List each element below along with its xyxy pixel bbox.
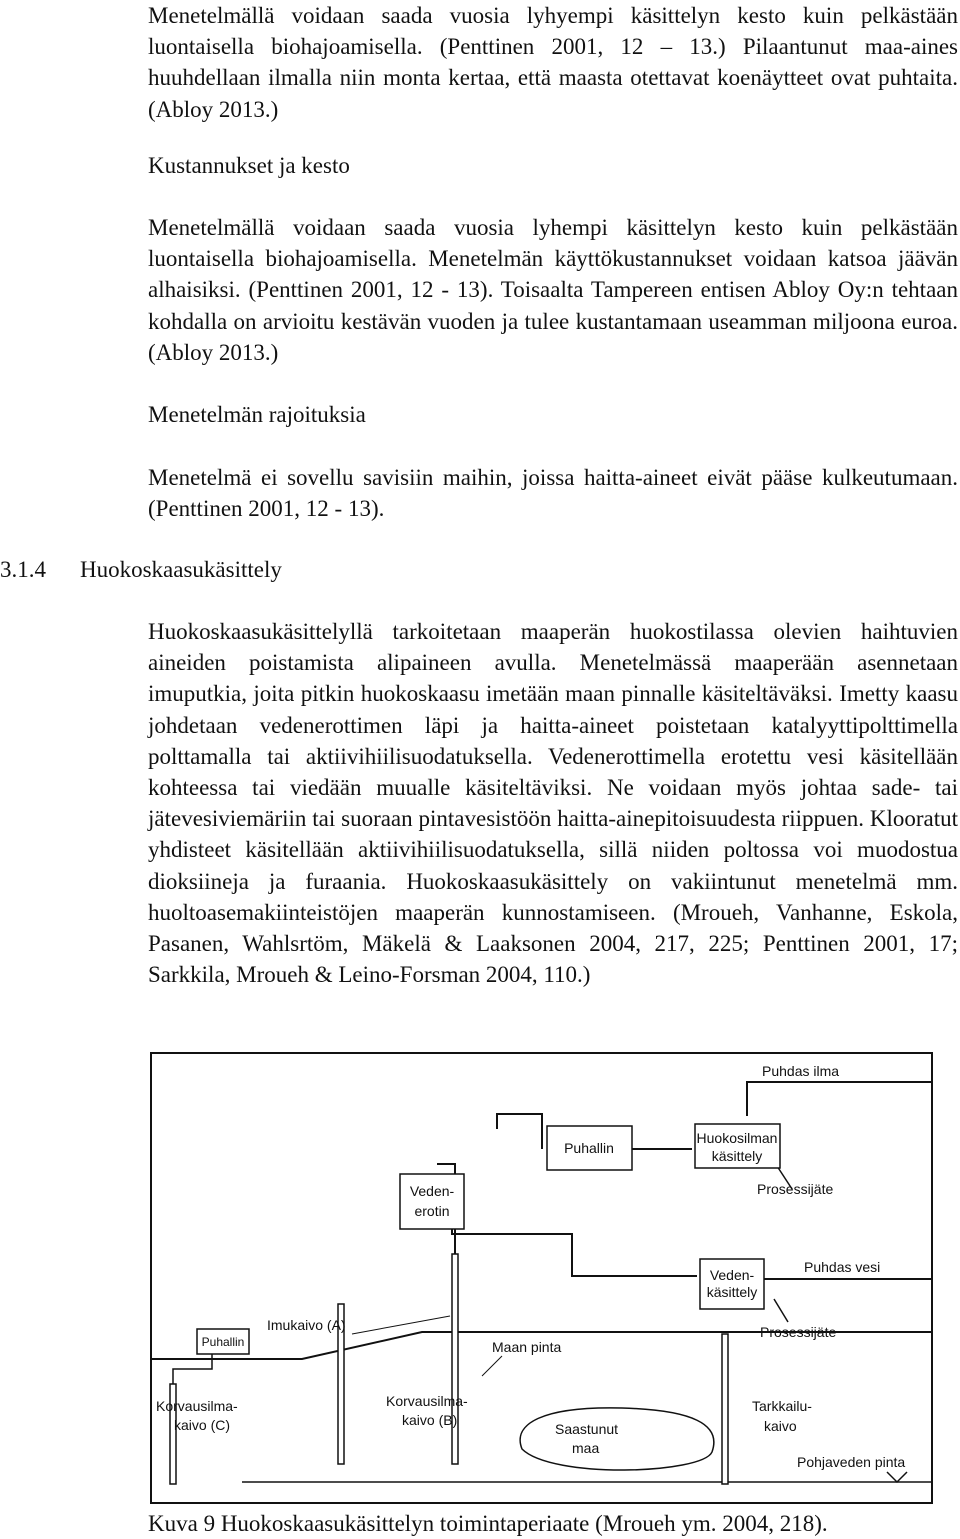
label-monitoring-2: kaivo bbox=[764, 1418, 797, 1434]
section-title: Huokoskaasukäsittely bbox=[80, 557, 282, 582]
section-number: 3.1.4 bbox=[0, 557, 46, 582]
label-process-waste-1: Prosessijäte bbox=[757, 1181, 834, 1197]
paragraph-intro: Menetelmällä voidaan saada vuosia lyhyempi käsittelyn kesto kuin pelkästään luontaisella biohajoamisella. (Penttinen 2001, 12 – 13.) Pilaantunut maa-aines huuhdellaan ilmalla niin monta kertaa, että maasta otettavat koenäytteet ovat puhtaita. (Abloy 2013.) bbox=[148, 3, 958, 122]
pipe-separator-to-blower bbox=[497, 1114, 542, 1149]
label-contaminated-1: Saastunut bbox=[555, 1421, 619, 1437]
pipe-process-waste-2 bbox=[774, 1299, 788, 1322]
label-process-waste-2: Prosessijäte bbox=[760, 1324, 837, 1340]
groundwater-marker bbox=[887, 1472, 907, 1482]
figure-caption: Kuva 9 Huokoskaasukäsittelyn toimintaperiaate (Mroueh ym. 2004, 218). bbox=[148, 1511, 828, 1536]
label-monitoring-1: Tarkkailu- bbox=[752, 1398, 812, 1414]
label-small-blower: Puhallin bbox=[201, 1335, 245, 1349]
label-separator-1: Veden- bbox=[409, 1183, 455, 1199]
label-air-treatment-1: Huokosilman bbox=[696, 1130, 778, 1146]
leader-ground-surface bbox=[482, 1356, 502, 1376]
label-suction-well: Imukaivo (A) bbox=[267, 1317, 346, 1333]
label-blower: Puhallin bbox=[564, 1140, 614, 1156]
label-ground-surface: Maan pinta bbox=[492, 1339, 562, 1355]
section-heading bbox=[0, 554, 282, 585]
well-a bbox=[452, 1254, 458, 1464]
label-well-b-2: kaivo (B) bbox=[402, 1412, 458, 1428]
label-groundwater: Pohjaveden pinta bbox=[797, 1454, 906, 1470]
label-well-b-1: Korvausilma- bbox=[386, 1393, 468, 1409]
label-contaminated-2: maa bbox=[572, 1440, 600, 1456]
paragraph-costs: Menetelmällä voidaan saada vuosia lyhempi käsittelyn kesto kuin pelkästään luontaisella biohajoamisella. Menetelmän käyttökustannukset voidaan katsoa jäävän alhaisiksi. (Penttinen 2001, 12 - 13). Toisaalta Tampereen entisen Abloy Oy:n tehtaan kohdalla on arvioitu kestävän vuoden ja tulee kustantamaan useamman miljoona euroa. (Abloy 2013.) bbox=[148, 215, 958, 365]
label-well-c-2: kaivo (C) bbox=[174, 1417, 231, 1433]
paragraph-limitations: Menetelmä ei sovellu savisiin maihin, joissa haitta-aineet eivät pääse kulkeutumaan. (Penttinen 2001, 12 - 13). bbox=[148, 465, 958, 522]
vapour-extraction-diagram bbox=[150, 1052, 933, 1504]
label-well-c-1: Korvausilma- bbox=[156, 1398, 238, 1414]
label-clean-air: Puhdas ilma bbox=[762, 1063, 840, 1079]
label-water-treatment-2: käsittely bbox=[706, 1284, 758, 1300]
pipe-clean-air bbox=[747, 1082, 931, 1116]
label-water-treatment-1: Veden- bbox=[709, 1267, 755, 1283]
heading-costs: Kustannukset ja kesto bbox=[148, 153, 350, 178]
paragraph-vapour-extraction: Huokoskaasukäsittelyllä tarkoitetaan maaperän huokostilassa olevien haihtuvien aineiden poistamista alipaineen avulla. Menetelmässä maaperään asennetaan imuputkia, joita pitkin huokoskaasu imetään maan pinnalle käsiteltäväksi. Imetty kaasu johdetaan vedenerottimen läpi ja haitta-aineet poistetaan katalyyttipolttimella polttamalla tai aktiivihiilisuodatuksella. Vedenerottimella erotettu vesi käsitellään kohteessa tai viedään muualle käsiteltäviksi. Ne voidaan myös johtaa sade- tai jätevesiviemäriin tai suoraan pintavesistöön haitta-ainepitoisuudesta riippuen. Klooratut yhdisteet käsitellään aktiivihiilisuodatuksella, sillä niiden poltossa voi muodostua dioksiineja ja furaania. Huokoskaasukäsittely on vakiintunut menetelmä mm. huoltoasemakiinteistöjen maaperän kunnostamiseen. (Mroueh, Vanhanne, Eskola, Pasanen, Wahlsrtöm, Mäkelä & Laaksonen 2004, 217, 225; Penttinen 2001, 17; Sarkkila, Mroueh & Leino-Forsman 2004, 110.) bbox=[148, 619, 958, 988]
label-air-treatment-2: käsittely bbox=[711, 1148, 763, 1164]
pipe-water bbox=[452, 1206, 697, 1276]
contaminated-zone bbox=[520, 1408, 714, 1470]
monitoring-well bbox=[722, 1334, 728, 1484]
label-separator-2: erotin bbox=[414, 1203, 450, 1219]
label-clean-water: Puhdas vesi bbox=[804, 1259, 881, 1275]
heading-limitations: Menetelmän rajoituksia bbox=[148, 402, 366, 427]
